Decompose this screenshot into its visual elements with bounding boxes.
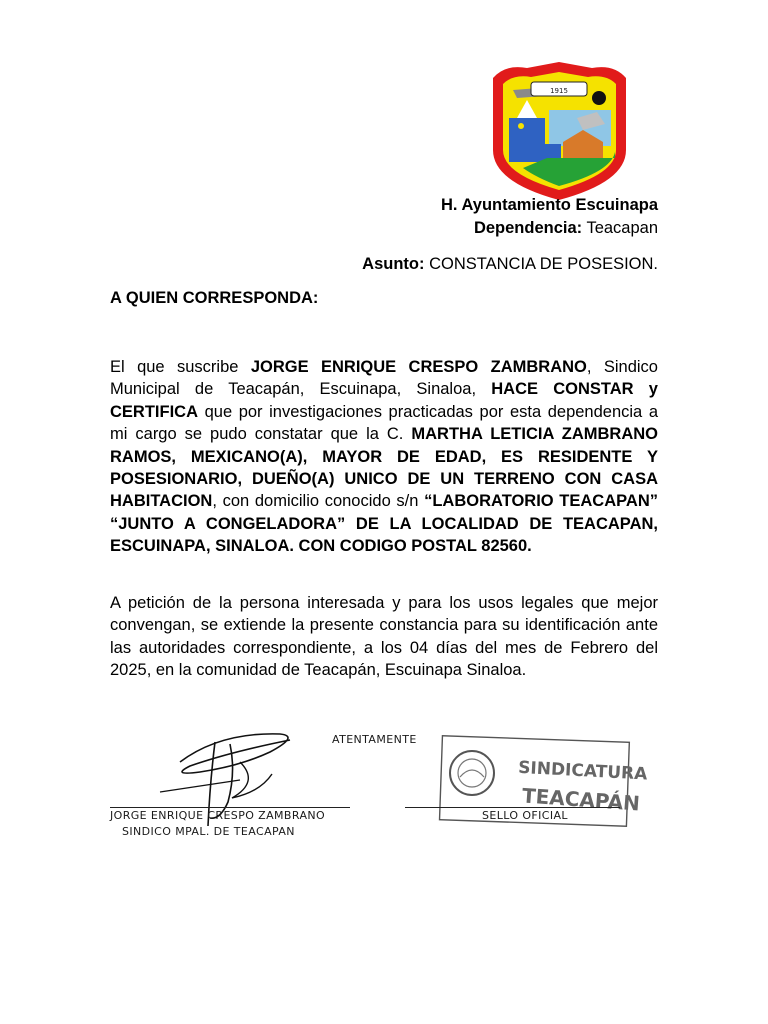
salutation: A QUIEN CORRESPONDA: bbox=[110, 289, 319, 307]
paragraph-run: , con domicilio conocido s/n bbox=[212, 492, 425, 511]
paragraph-run: , Sindico Municipal de Teacapán, Escuinapa, Sinaloa, bbox=[110, 358, 658, 399]
closing-text: ATENTAMENTE bbox=[332, 733, 417, 746]
stamp-text-line-1: SINDICATURA bbox=[517, 757, 648, 785]
body-paragraph-1 bbox=[110, 356, 658, 558]
subject-line bbox=[362, 255, 658, 274]
paragraph-run: El que suscribe bbox=[110, 358, 251, 376]
municipal-coat-of-arms-logo bbox=[487, 60, 632, 202]
subject-value: CONSTANCIA DE POSESION. bbox=[429, 255, 658, 273]
paragraph-run: que por investigaciones practicadas por esta dependencia a mi cargo se pudo constatar que la C. bbox=[110, 402, 658, 444]
subject-label: Asunto: bbox=[362, 255, 425, 273]
dependency-label: Dependencia: bbox=[473, 219, 583, 237]
paragraph-run: MARTHA LETICIA ZAMBRANO RAMOS, MEXICANO(A), MAYOR DE EDAD, ES RESIDENTE Y POSESIONARIO, DUEÑO(A) UNICO DE UN TERRENO CON CASA HABITACION bbox=[110, 425, 658, 511]
seal-line bbox=[405, 807, 620, 808]
stamp-text-line-2: TEACAPÁN bbox=[521, 783, 641, 816]
signer-name: JORGE ENRIQUE CRESPO ZAMBRANO bbox=[110, 809, 326, 822]
dependency-line bbox=[474, 219, 658, 238]
organization-name: H. Ayuntamiento Escuinapa bbox=[441, 196, 658, 214]
signer-title: SINDICO MPAL. DE TEACAPAN bbox=[122, 825, 295, 838]
paragraph-run: JORGE ENRIQUE CRESPO ZAMBRANO bbox=[250, 358, 587, 376]
paragraph-run: HACE CONSTAR y CERTIFICA bbox=[110, 380, 658, 421]
signature-line bbox=[110, 807, 350, 808]
dependency-value: Teacapan bbox=[586, 219, 658, 237]
svg-text:1915: 1915 bbox=[550, 87, 568, 95]
paragraph-run: “LABORATORIO TEACAPAN” “JUNTO A CONGELADORA” DE LA LOCALIDAD DE TEACAPAN, ESCUINAPA, SINALOA. CON CODIGO POSTAL 82560. bbox=[110, 492, 658, 556]
seal-label: SELLO OFICIAL bbox=[482, 809, 568, 822]
body-paragraph-2: A petición de la persona interesada y para los usos legales que mejor convengan, se extiende la presente constancia para su identificación ante las autoridades correspondiente, a los 04 días del mes de Febrero del 2025, en la comunidad de Teacapán, Escuinapa Sinaloa. bbox=[110, 594, 658, 680]
